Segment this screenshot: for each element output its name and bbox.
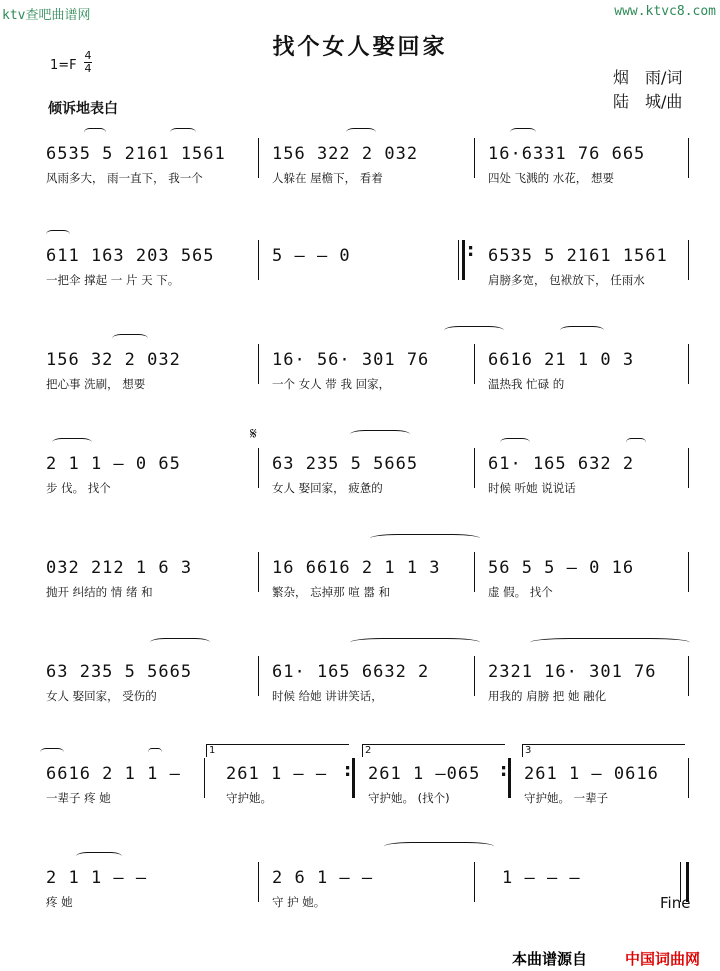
site-url-right[interactable]: www.ktvc8.com [614,4,716,19]
time-top: 4 [84,49,92,62]
lyrics: 人躲在 屋檐下， 看着 [272,171,383,185]
notes: 63 235 5 5665 [46,662,193,682]
slur [384,842,494,851]
barline [688,448,689,488]
lyrics: 一辈子 疼 她 [46,791,111,805]
barline [474,552,475,592]
lyrics: 风雨多大， 雨一直下， 我一个 [46,171,203,185]
barline [204,758,205,798]
barline [258,862,259,902]
lyrics: 时候 给她 讲讲笑话， [272,689,383,703]
notes: 2321 16· 301 76 [488,662,657,682]
slur [350,638,480,647]
barline [258,344,259,384]
barline [688,758,689,798]
slur [626,438,646,447]
lyrics: 虚 假。 找个 [488,585,553,599]
slur [346,128,376,137]
lyrics: 温热我 忙碌 的 [488,377,565,391]
barline [474,344,475,384]
lyrics: 女人 娶回家， 疲惫的 [272,481,383,495]
notes: 2 1 1 — 0 65 [46,454,181,474]
barline [688,656,689,696]
lyrics: 守护她。 (找个) [368,791,450,805]
key-label: 1=F [50,58,77,73]
repeat-dots: : [500,760,508,781]
lyrics: 抛开 纠结的 情 绪 和 [46,585,153,599]
lyrics: 肩膀多宽， 包袱放下， 任雨水 [488,273,645,287]
footer-source: 本曲谱源自 [512,950,588,968]
barline [258,656,259,696]
slur [530,638,690,647]
credits [613,66,682,114]
notes: 6535 5 2161 1561 [46,144,226,164]
lyrics: 守 护 她。 [272,895,326,909]
slur [510,128,536,137]
barline [688,552,689,592]
slur [52,438,92,447]
composer: 陆 城/曲 [613,92,683,111]
notes: 2 6 1 — — [272,868,374,888]
barline [258,138,259,178]
slur [46,230,70,239]
notes: 1 — — — [502,868,581,888]
slur [84,128,106,137]
notes: 156 322 2 032 [272,144,419,164]
barline [688,138,689,178]
lyrics: 用我的 肩膀 把 她 融化 [488,689,607,703]
slur [112,334,148,343]
barline [474,862,475,902]
repeat-end-barline [508,758,511,798]
time-signature [84,50,92,75]
notes: 63 235 5 5665 [272,454,419,474]
barline [258,448,259,488]
repeat-dots: : [467,240,475,261]
slur [76,852,122,861]
notes: 61· 165 632 2 [488,454,635,474]
lyrics: 守护她。 一辈子 [524,791,609,805]
lyrics: 步 伐。 找个 [46,481,111,495]
notes: 261 1 — 0616 [524,764,659,784]
site-name-left: ktv查吧曲谱网 [2,8,91,23]
lyrics: 一把伞 撑起 一 片 天 下。 [46,273,180,287]
footer-site[interactable]: 中国词曲网 [625,950,701,968]
volta-3: 3 [522,744,685,757]
song-title: 找个女人娶回家 [272,34,448,60]
notes: 6535 5 2161 1561 [488,246,668,266]
notes: 16·6331 76 665 [488,144,646,164]
fine-marking: Fine [660,894,691,912]
notes: 6616 21 1 0 3 [488,350,635,370]
notes: 032 212 1 6 3 [46,558,193,578]
segno-sign: 𝄋 [250,424,257,443]
slur [560,326,604,335]
lyricist: 烟 雨/词 [613,68,683,87]
notes: 61· 165 6632 2 [272,662,430,682]
barline [688,240,689,280]
barline [258,240,259,280]
lyrics: 时候 听她 说说话 [488,481,576,495]
slur [40,748,64,757]
volta-1: 1 [206,744,349,757]
lyrics: 疼 她 [46,895,73,909]
notes: 156 32 2 032 [46,350,181,370]
notes: 5 — — 0 [272,246,351,266]
repeat-start-barline [462,240,465,280]
notes: 261 1 —065 [368,764,481,784]
slur [444,326,504,335]
key-signature [50,49,92,75]
notes: 2 1 1 — — [46,868,148,888]
time-bottom: 4 [84,62,92,75]
lyrics: 四处 飞溅的 水花， 想要 [488,171,614,185]
notes: 261 1 — — [226,764,328,784]
notes: 16· 56· 301 76 [272,350,430,370]
slur [150,638,210,647]
notes: 56 5 5 — 0 16 [488,558,635,578]
slur [148,748,162,757]
barline [458,240,459,280]
barline [474,138,475,178]
barline [474,656,475,696]
barline [258,552,259,592]
slur [370,534,480,543]
repeat-dots: : [344,760,352,781]
lyrics: 守护她。 [226,791,272,805]
slur [170,128,196,137]
lyrics: 一个 女人 带 我 回家， [272,377,391,391]
repeat-end-barline [352,758,355,798]
slur [350,430,410,439]
lyrics: 女人 娶回家， 受伤的 [46,689,157,703]
notes: 6616 2 1 1 — [46,764,181,784]
barline [474,448,475,488]
slur [500,438,530,447]
volta-2: 2 [362,744,505,757]
lyrics: 把心事 洗刷， 想要 [46,377,146,391]
notes: 611 163 203 565 [46,246,215,266]
barline [688,344,689,384]
mood-marking: 倾诉地表白 [48,101,118,117]
lyrics: 繁杂， 忘掉那 喧 嚣 和 [272,585,391,599]
notes: 16 6616 2 1 1 3 [272,558,441,578]
